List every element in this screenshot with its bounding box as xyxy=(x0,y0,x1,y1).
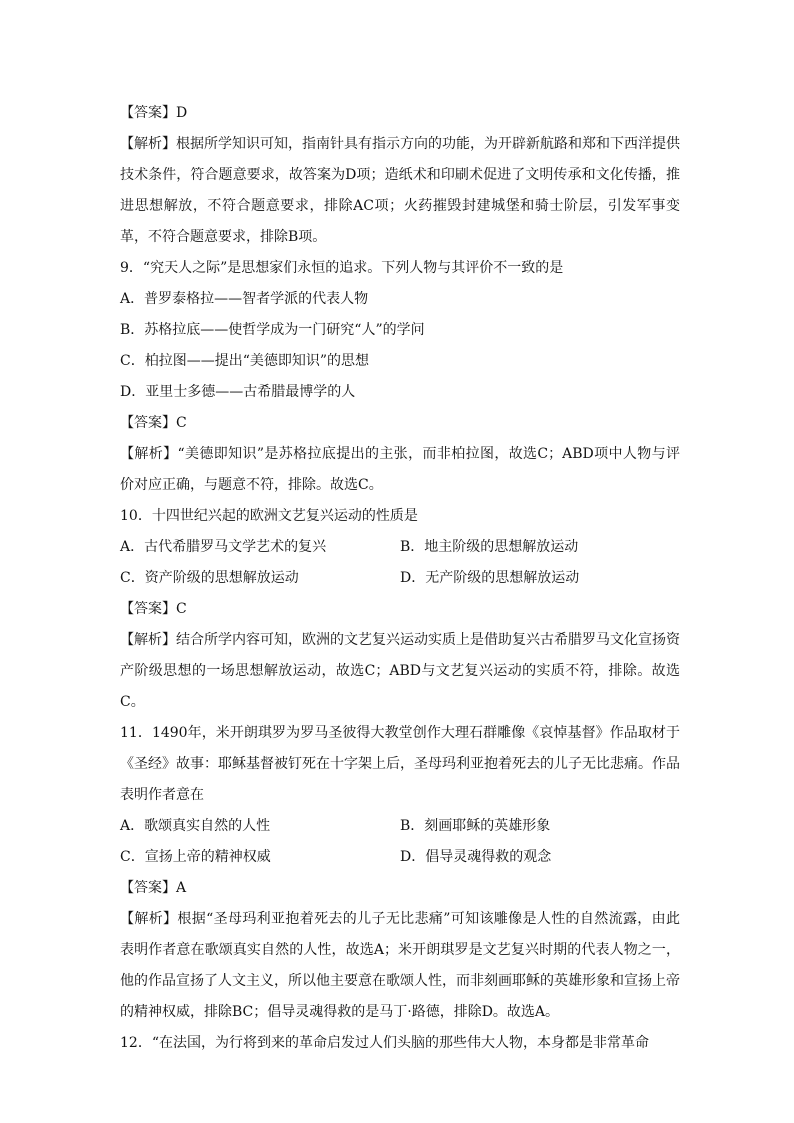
q11-options-row-2 xyxy=(120,842,680,873)
q10-option-d: D．无产阶级的思想解放运动 xyxy=(400,570,580,586)
q12-stem: 12．“在法国，为行将到来的革命启发过人们头脑的那些伟大人物，本身都是非常革命 xyxy=(120,1035,649,1051)
q9-analysis: 【解析】“美德即知识”是苏格拉底提出的主张，而非柏拉图，故选C；ABD项中人物与评价对应正确，与题意不符，排除。故选C。 xyxy=(120,446,680,493)
q10-options-row-1 xyxy=(120,532,680,563)
q11-options-row-1 xyxy=(120,811,680,842)
q9-option-d: D．亚里士多德——古希腊最博学的人 xyxy=(120,384,356,400)
q11-analysis: 【解析】根据“圣母玛利亚抱着死去的儿子无比悲痛”可知该雕像是人性的自然流露，由此表明作者意在歌颂真实自然的人性，故选A；米开朗琪罗是文艺复兴时期的代表人物之一，他的作品宣扬了人文主义，所以他主要意在歌颂人性，而非刻画耶稣的英雄形象和宣扬上帝的精神权威，排除BC；倡导灵魂得救的是马丁·路德，排除D。故选A。 xyxy=(120,911,680,1020)
q9-option-c: C．柏拉图——提出“美德即知识”的思想 xyxy=(120,353,370,369)
q10-option-c: C．资产阶级的思想解放运动 xyxy=(120,570,299,586)
document-page xyxy=(120,98,680,1059)
q10-option-b: B．地主阶级的思想解放运动 xyxy=(400,539,579,555)
q9-option-b: B．苏格拉底——使哲学成为一门研究“人”的学问 xyxy=(120,322,425,338)
q11-option-a: A．歌颂真实自然的人性 xyxy=(120,818,271,834)
q11-stem: 11．1490年，米开朗琪罗为罗马圣彼得大教堂创作大理石群雕像《哀悼基督》作品取材于《圣经》故事：耶稣基督被钉死在十字架上后，圣母玛利亚抱着死去的儿子无比悲痛。作品表明作者意在 xyxy=(120,725,680,803)
q8-analysis: 【解析】根据所学知识可知，指南针具有指示方向的功能，为开辟新航路和郑和下西洋提供技术条件，符合题意要求，故答案为D项；造纸术和印刷术促进了文明传承和文化传播，推进思想解放，不符合题意要求，排除AC项；火药摧毁封建城堡和骑士阶层，引发军事变革，不符合题意要求，排除B项。 xyxy=(120,136,680,245)
q9-answer: 【答案】C xyxy=(120,415,187,431)
q9-option-a: A．普罗泰格拉——智者学派的代表人物 xyxy=(120,291,369,307)
q9-stem: 9．“究天人之际”是思想家们永恒的追求。下列人物与其评价不一致的是 xyxy=(120,260,564,276)
q10-options-row-2 xyxy=(120,563,680,594)
q10-option-a: A．古代希腊罗马文学艺术的复兴 xyxy=(120,539,327,555)
q10-stem: 10．十四世纪兴起的欧洲文艺复兴运动的性质是 xyxy=(120,508,418,524)
q10-analysis: 【解析】结合所学内容可知，欧洲的文艺复兴运动实质上是借助复兴古希腊罗马文化宣扬资产阶级思想的一场思想解放运动，故选C；ABD与文艺复兴运动的实质不符，排除。故选C。 xyxy=(120,632,680,710)
q10-answer: 【答案】C xyxy=(120,601,187,617)
q8-answer: 【答案】D xyxy=(120,105,188,121)
q11-option-c: C．宣扬上帝的精神权威 xyxy=(120,849,271,865)
q11-option-d: D．倡导灵魂得救的观念 xyxy=(400,849,552,865)
q11-option-b: B．刻画耶稣的英雄形象 xyxy=(400,818,551,834)
q11-answer: 【答案】A xyxy=(120,880,187,896)
